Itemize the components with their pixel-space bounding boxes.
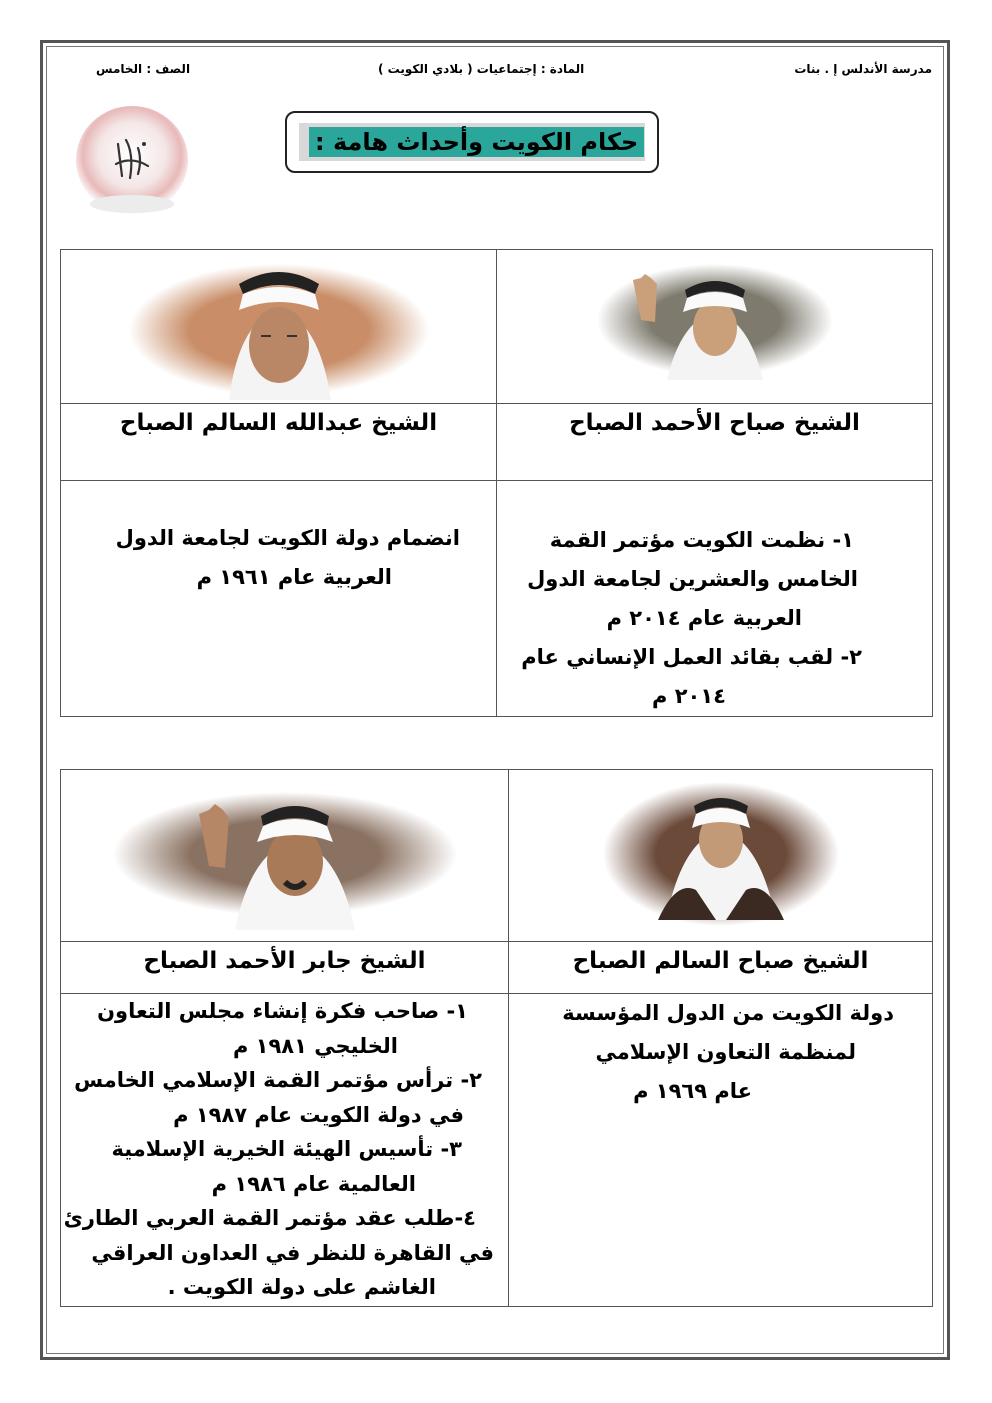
- achievement-line: عام ١٩٦٩ م: [633, 1079, 752, 1103]
- photo-cell: [61, 770, 509, 942]
- ruler-name: الشيخ صباح السالم الصباح: [572, 948, 869, 974]
- achievement-line: ٤-طلب عقد مؤتمر القمة العربي الطارئ: [63, 1206, 476, 1230]
- achievement-line: ١- صاحب فكرة إنشاء مجلس التعاون: [97, 999, 468, 1023]
- school-logo: [72, 104, 192, 216]
- portrait-waving-image: [585, 250, 845, 400]
- achievement-line: العالمية عام ١٩٨٦ م: [211, 1171, 416, 1196]
- achievement-line: العربية عام ١٩٦١ م: [196, 565, 392, 589]
- achievement-line: الخامس والعشرين لجامعة الدول: [527, 567, 858, 591]
- ruler-name: الشيخ صباح الأحمد الصباح: [569, 410, 860, 436]
- ruler-achievements: [509, 994, 932, 1111]
- achievement-line: لمنظمة التعاون الإسلامي: [595, 1040, 856, 1064]
- title-box: [285, 111, 659, 173]
- photo-cell: [61, 250, 497, 404]
- achievement-line: في دولة الكويت عام ١٩٨٧ م: [173, 1102, 464, 1127]
- photo-cell: [509, 770, 933, 942]
- rulers-table-1: [60, 249, 933, 717]
- ruler-name: الشيخ جابر الأحمد الصباح: [143, 948, 426, 974]
- achievement-line: انضمام دولة الكويت لجامعة الدول: [115, 526, 460, 550]
- portrait-image: [596, 770, 846, 938]
- achievement-line: الغاشم على دولة الكويت .: [167, 1275, 436, 1299]
- rulers-table-2: [60, 769, 933, 1307]
- grade-label: الصف : الخامس: [96, 62, 191, 76]
- achievement-line: ١- نظمت الكويت مؤتمر القمة: [549, 528, 854, 552]
- page-title: حكام الكويت وأحداث هامة :: [309, 127, 644, 157]
- achievement-line: ٢- ترأس مؤتمر القمة الإسلامي الخامس: [74, 1068, 482, 1092]
- ruler-achievements: [61, 481, 496, 597]
- achievement-line: العربية عام ٢٠١٤ م: [606, 606, 802, 630]
- portrait-waving-image: [105, 770, 465, 938]
- school-name: مدرسة الأندلس إ . بنات: [794, 62, 932, 76]
- photo-cell: [497, 250, 933, 404]
- ruler-achievements: [61, 994, 508, 1305]
- ruler-name: الشيخ عبدالله السالم الصباح: [119, 410, 438, 436]
- achievement-line: دولة الكويت من الدول المؤسسة: [562, 1001, 894, 1025]
- achievement-line: الخليجي ١٩٨١ م: [232, 1033, 398, 1058]
- subject-label: المادة : إجتماعيات ( بلادي الكويت ): [378, 62, 585, 76]
- portrait-image: [119, 250, 439, 400]
- achievement-line: في القاهرة للنظر في العداون العراقي: [91, 1240, 494, 1265]
- achievement-line: ٢- لقب بقائد العمل الإنساني عام: [521, 645, 862, 669]
- ruler-achievements: [497, 481, 932, 716]
- achievement-line: ٣- تأسيس الهيئة الخيرية الإسلامية: [111, 1137, 462, 1161]
- achievement-line: ٢٠١٤ م: [652, 684, 726, 708]
